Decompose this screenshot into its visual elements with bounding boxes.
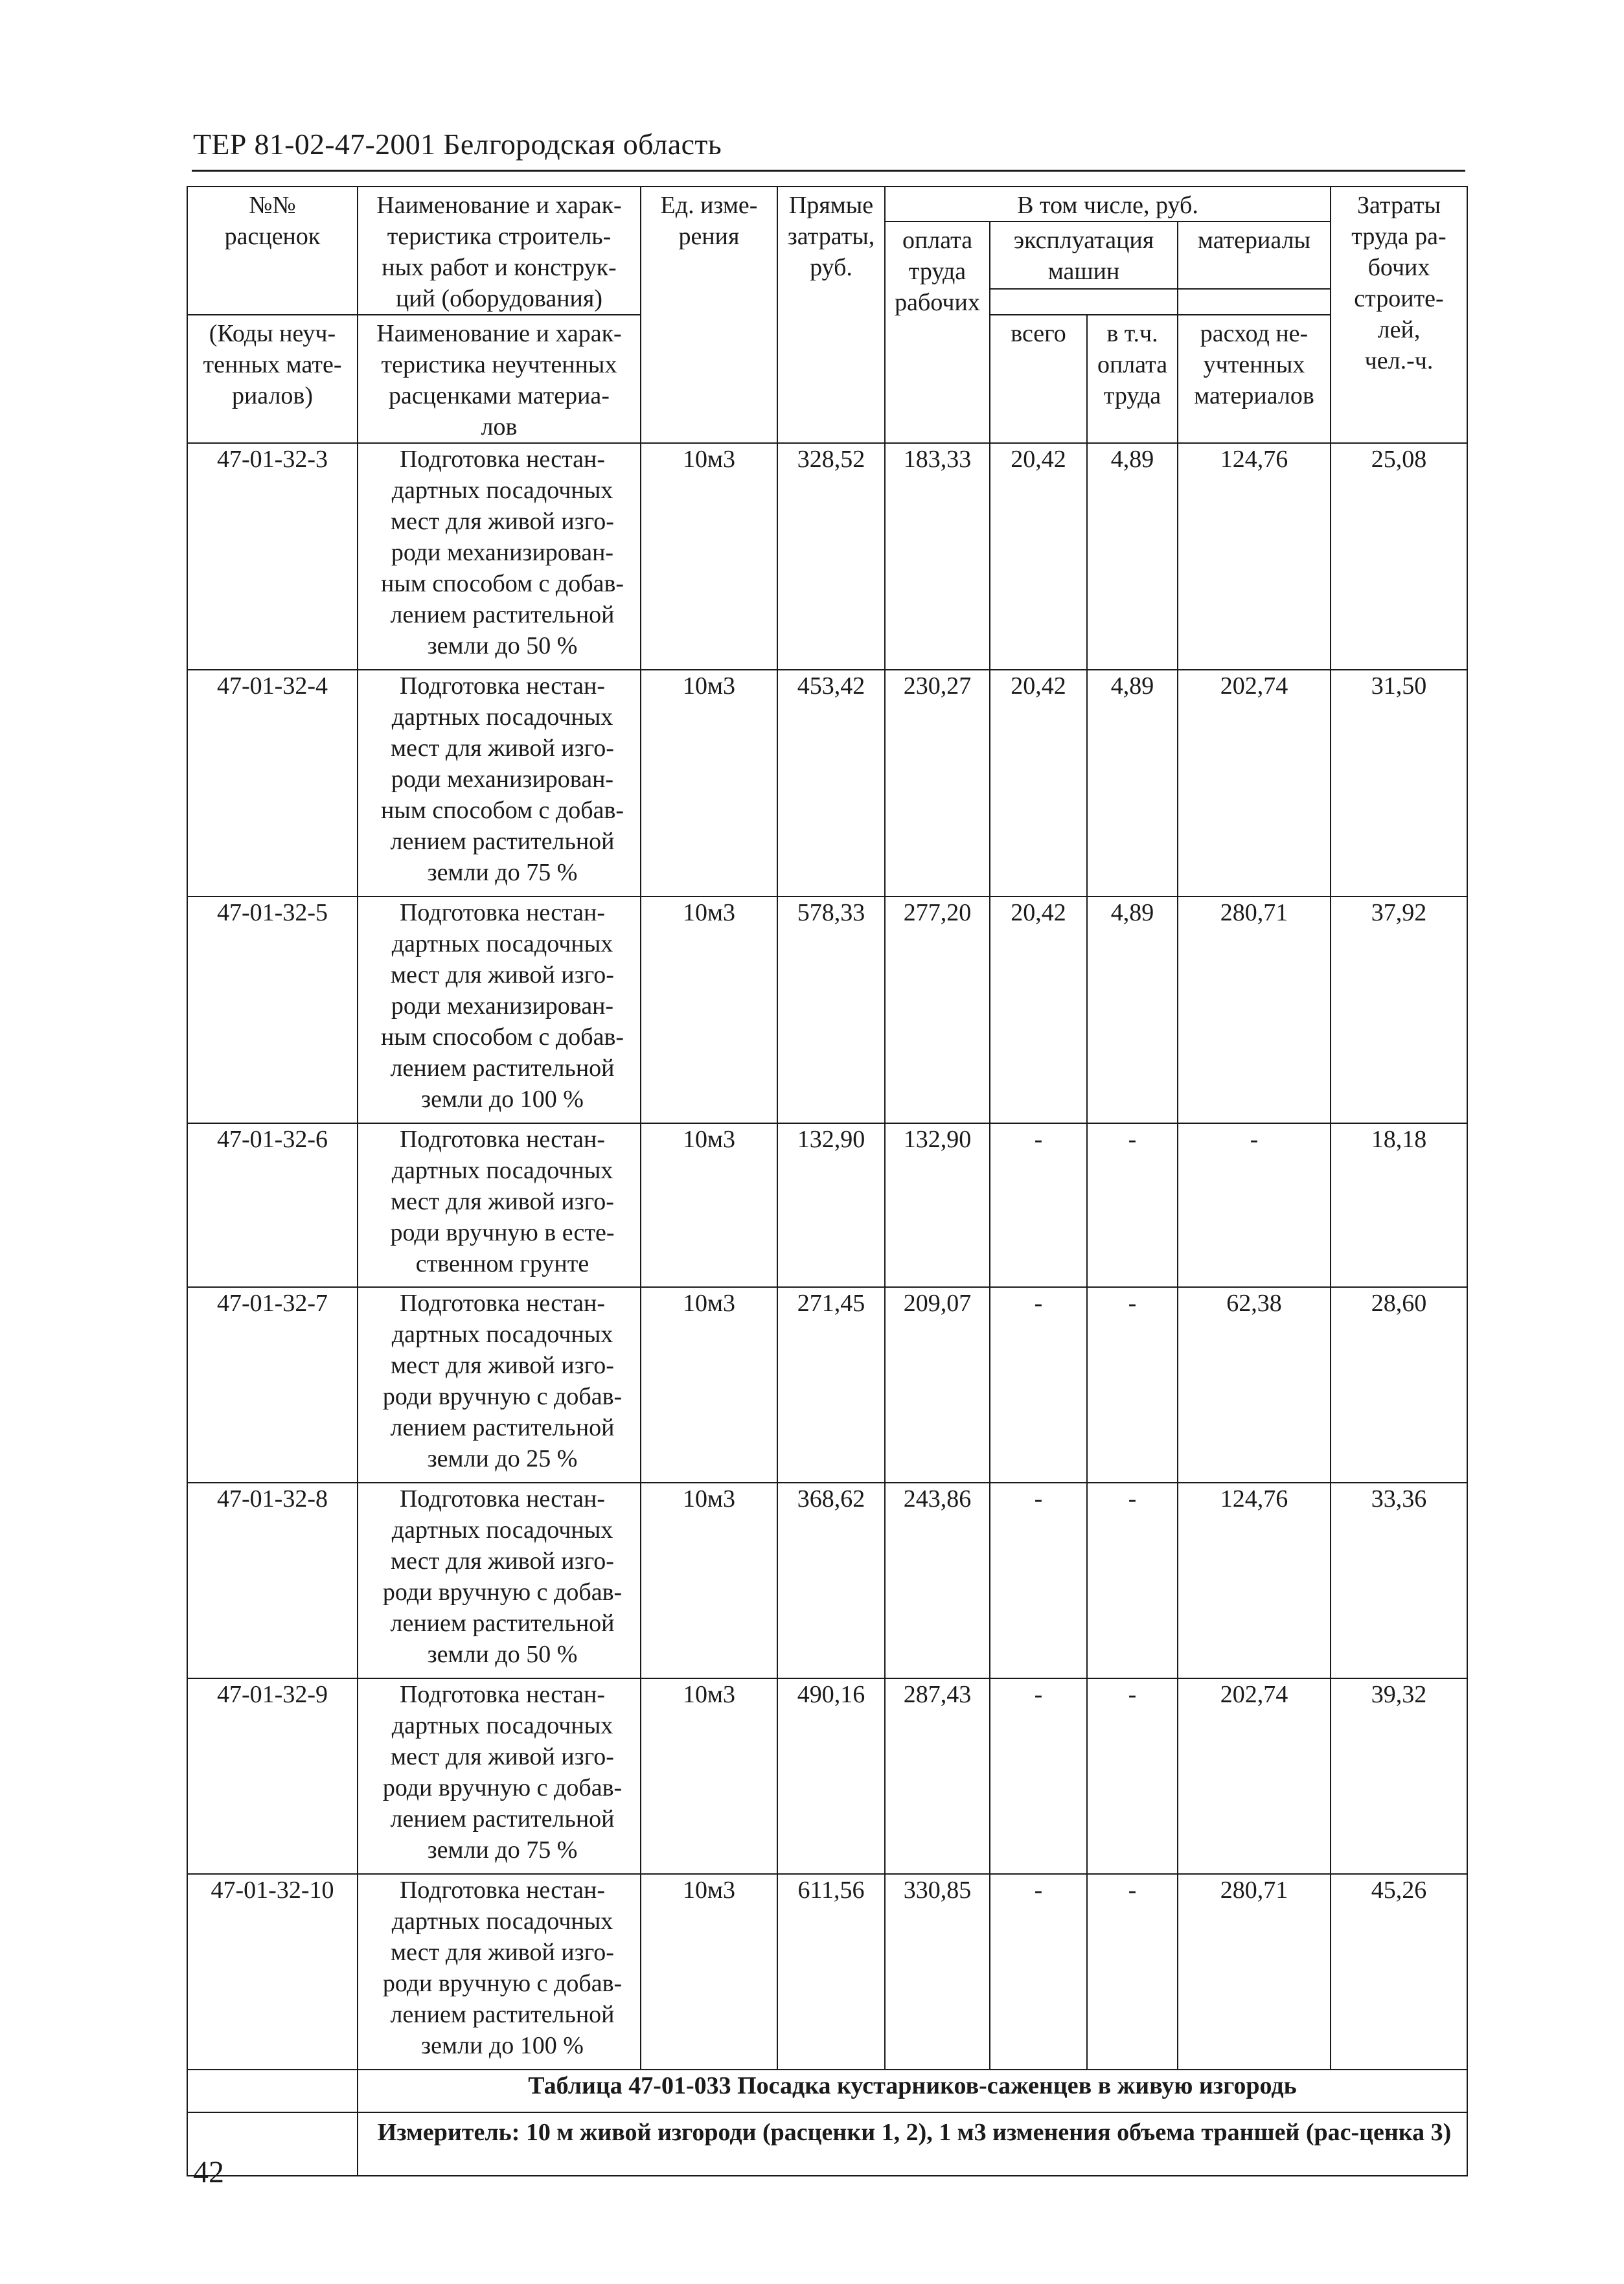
labor-pay-cell: 132,90 [885,1123,990,1287]
rate-code: 47-01-32-7 [187,1287,358,1483]
description-line: дартных посадочных [391,1321,613,1348]
header-line: руб. [810,254,852,281]
work-description [358,1483,641,1678]
materials-cell: 280,71 [1178,1874,1331,2070]
table-body [187,443,1467,2070]
description-line: ным способом с добав- [380,1023,624,1051]
description-line: лением растительной [390,2001,615,2028]
work-description [358,1123,641,1287]
description-line: роди вручную в есте- [390,1219,615,1246]
direct-costs-cell: 611,56 [777,1874,885,2070]
header-line: №№ [249,192,296,219]
col-name-subheader [358,315,641,443]
header-line: учтенных [1203,351,1305,378]
work-description [358,1287,641,1483]
labor-hours-cell: 28,60 [1331,1287,1467,1483]
col-materials-use-header [1178,315,1331,443]
description-line: мест для живой изго- [391,1743,614,1770]
header-line: теристика неучтенных [381,351,617,378]
direct-costs-cell: 453,42 [777,670,885,896]
header-line: оплата [1097,351,1168,378]
table-row [187,1483,1467,1678]
rate-code: 47-01-32-8 [187,1483,358,1678]
col-machines-total-header: всего [990,315,1087,443]
description-line: лением растительной [390,828,615,855]
table-row [187,443,1467,670]
unit-cell: 10м3 [641,896,777,1123]
header-line: расход не- [1200,320,1309,347]
header-rule [192,170,1465,172]
direct-costs-cell: 328,52 [777,443,885,670]
description-line: Подготовка нестан- [399,446,606,473]
direct-costs-cell: 490,16 [777,1678,885,1874]
rate-code: 47-01-32-5 [187,896,358,1123]
header-line: затраты, [787,223,875,250]
unit-cell: 10м3 [641,1483,777,1678]
table-foot [187,2070,1467,2176]
header-line: теристика строитель- [387,223,612,250]
rate-code: 47-01-32-3 [187,443,358,670]
description-line: лением растительной [390,1805,615,1833]
page-number: 42 [193,2155,224,2189]
header-line: машин [1047,258,1120,285]
col-incl-header: В том числе, руб. [885,187,1331,222]
materials-cell: 124,76 [1178,1483,1331,1678]
materials-cell: 202,74 [1178,670,1331,896]
col-unit-header [641,187,777,443]
description-line: земли до 50 % [427,1641,578,1668]
description-line: роди механизирован- [391,539,614,566]
materials-cell: 202,74 [1178,1678,1331,1874]
description-line: роди механизирован- [391,766,614,793]
machines-pay-cell: - [1087,1483,1178,1678]
description-line: мест для живой изго- [391,961,614,988]
price-table [187,186,1468,2176]
labor-pay-cell: 277,20 [885,896,990,1123]
description-line: Подготовка нестан- [399,672,606,700]
header-line: лов [481,413,518,440]
machines-total-cell: 20,42 [990,443,1087,670]
labor-hours-cell: 25,08 [1331,443,1467,670]
unit-cell: 10м3 [641,1874,777,2070]
description-line: дартных посадочных [391,1712,613,1739]
measure-note: Измеритель: 10 м живой изгороди (расценки 1, 2), 1 м3 изменения объема траншей (рас-ценка 3) [358,2112,1467,2176]
labor-hours-cell: 31,50 [1331,670,1467,896]
table-caption: Таблица 47-01-033 Посадка кустарников-саженцев в живую изгородь [358,2070,1467,2112]
table-row [187,1123,1467,1287]
col-machines-pay-header [1087,315,1178,443]
direct-costs-cell: 578,33 [777,896,885,1123]
machines-total-cell: 20,42 [990,896,1087,1123]
description-line: мест для живой изго- [391,1352,614,1379]
description-line: ственном грунте [415,1250,589,1277]
description-line: земли до 25 % [427,1445,578,1472]
description-line: роди механизирован- [391,992,614,1020]
header-line: риалов) [231,382,314,409]
header-line: труда [1103,382,1161,409]
description-line: роди вручную с добав- [382,1970,623,1997]
description-line: дартных посадочных [391,1516,613,1544]
labor-hours-cell: 18,18 [1331,1123,1467,1287]
header-line: труда ра- [1351,223,1447,250]
header-line: Наименование и харак- [376,192,622,219]
machines-total-cell: - [990,1287,1087,1483]
labor-hours-cell: 33,36 [1331,1483,1467,1678]
header-line: труда [908,258,966,285]
table-row [187,896,1467,1123]
header-line: материалов [1194,382,1314,409]
col-name-header [358,187,641,315]
header-line: тенных мате- [203,351,342,378]
description-line: Подготовка нестан- [399,1681,606,1708]
machines-pay-cell: - [1087,1287,1178,1483]
description-line: земли до 75 % [427,859,578,886]
description-line: Подготовка нестан- [399,1877,606,1904]
direct-costs-cell: 368,62 [777,1483,885,1678]
work-description [358,1874,641,2070]
labor-pay-cell: 243,86 [885,1483,990,1678]
machines-total-cell: 20,42 [990,670,1087,896]
description-line: роди вручную с добав- [382,1383,623,1410]
description-line: дартных посадочных [391,930,613,957]
header-line: рения [678,223,740,250]
table-row [187,670,1467,896]
labor-pay-cell: 330,85 [885,1874,990,2070]
unit-cell: 10м3 [641,670,777,896]
table-row [187,1678,1467,1874]
machines-pay-cell: 4,89 [1087,896,1178,1123]
unit-cell: 10м3 [641,1123,777,1287]
header-line: бочих [1367,254,1430,281]
materials-cell: 280,71 [1178,896,1331,1123]
description-line: Подготовка нестан- [399,899,606,926]
header-line: ций (оборудования) [395,285,603,312]
header-line: Затраты [1356,192,1441,219]
labor-pay-cell: 287,43 [885,1678,990,1874]
description-line: роди вручную с добав- [382,1774,623,1801]
col-code-subheader [187,315,358,443]
machines-total-cell: - [990,1678,1087,1874]
description-line: мест для живой изго- [391,1939,614,1966]
header-line: лей, [1377,316,1421,343]
description-line: Подготовка нестан- [399,1290,606,1317]
description-line: земли до 50 % [427,632,578,659]
work-description [358,896,641,1123]
materials-cell: - [1178,1123,1331,1287]
labor-pay-cell: 183,33 [885,443,990,670]
header-line: строите- [1354,285,1444,312]
work-description [358,1678,641,1874]
description-line: ным способом с добав- [380,570,624,597]
header-line: Наименование и харак- [376,320,622,347]
description-line: мест для живой изго- [391,508,614,535]
col-machines-header [990,222,1178,289]
unit-cell: 10м3 [641,1287,777,1483]
col-materials-header: материалы [1178,222,1331,289]
description-line: ным способом с добав- [380,797,624,824]
description-line: мест для живой изго- [391,735,614,762]
description-line: дартных посадочных [391,703,613,731]
rate-code: 47-01-32-6 [187,1123,358,1287]
machines-pay-cell: - [1087,1874,1178,2070]
table-row [187,1874,1467,2070]
labor-pay-cell: 209,07 [885,1287,990,1483]
col-code-header [187,187,358,315]
rate-code: 47-01-32-9 [187,1678,358,1874]
col-pay-header [885,222,990,443]
table-row [187,1287,1467,1483]
table-head [187,187,1467,443]
labor-hours-cell: 39,32 [1331,1678,1467,1874]
machines-pay-cell: - [1087,1123,1178,1287]
header-line: Ед. изме- [660,192,758,219]
header-line: оплата [902,227,973,254]
labor-hours-cell: 45,26 [1331,1874,1467,2070]
description-line: лением растительной [390,1610,615,1637]
work-description [358,443,641,670]
machines-total-cell: - [990,1874,1087,2070]
description-line: земли до 100 % [421,1086,584,1113]
labor-pay-cell: 230,27 [885,670,990,896]
materials-cell: 124,76 [1178,443,1331,670]
header-line: рабочих [895,289,980,316]
machines-total-cell: - [990,1483,1087,1678]
header-line: эксплуатация [1013,227,1154,254]
description-line: мест для живой изго- [391,1547,614,1575]
description-line: Подготовка нестан- [399,1485,606,1513]
materials-cell: 62,38 [1178,1287,1331,1483]
header-line: расценок [224,223,321,250]
description-line: земли до 100 % [421,2032,584,2059]
rate-code: 47-01-32-10 [187,1874,358,2070]
col-direct-header [777,187,885,443]
rate-code: 47-01-32-4 [187,670,358,896]
direct-costs-cell: 132,90 [777,1123,885,1287]
description-line: лением растительной [390,601,615,628]
unit-cell: 10м3 [641,1678,777,1874]
description-line: дартных посадочных [391,1157,613,1184]
header-line: чел.-ч. [1364,347,1434,374]
description-line: земли до 75 % [427,1836,578,1864]
header-line: расценками материа- [389,382,610,409]
col-labor-header [1331,187,1467,443]
machines-pay-cell: 4,89 [1087,443,1178,670]
header-line: Прямые [788,192,874,219]
description-line: лением растительной [390,1055,615,1082]
labor-hours-cell: 37,92 [1331,896,1467,1123]
description-line: Подготовка нестан- [399,1126,606,1153]
description-line: роди вручную с добав- [382,1579,623,1606]
running-head: ТЕР 81-02-47-2001 Белгородская область [193,128,722,161]
machines-pay-cell: - [1087,1678,1178,1874]
header-line: ных работ и конструк- [382,254,617,281]
work-description [358,670,641,896]
description-line: дартных посадочных [391,477,613,504]
machines-pay-cell: 4,89 [1087,670,1178,896]
description-line: мест для живой изго- [391,1188,614,1215]
direct-costs-cell: 271,45 [777,1287,885,1483]
header-line: в т.ч. [1106,320,1158,347]
header-line: (Коды неуч- [209,320,336,347]
description-line: дартных посадочных [391,1908,613,1935]
description-line: лением растительной [390,1414,615,1441]
machines-total-cell: - [990,1123,1087,1287]
unit-cell: 10м3 [641,443,777,670]
